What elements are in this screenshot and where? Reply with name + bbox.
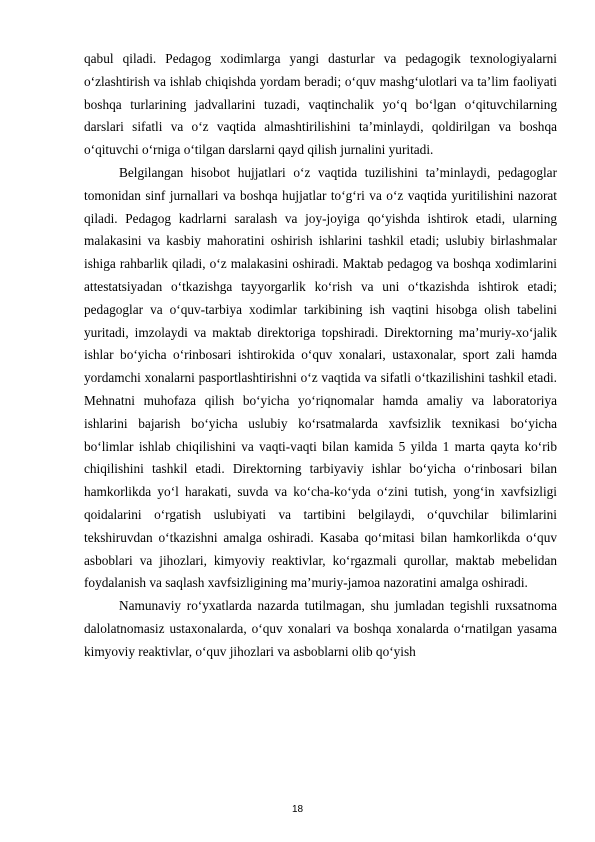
page-number: 18 [291, 804, 304, 815]
paragraph-1: qabul qiladi. Pedagog xodimlarga yangi dasturlar va pedagogik texnologiyalarni o‘zlashtirish va ishlab chiqishda yordam beradi; o‘quv mashg‘ulotlari va ta’lim faoliyati boshqa turlarining jadvallarini tuzadi, vaqtinchalik yo‘q bo‘lgan o‘qituvchilarning darslari sifatli va o‘z vaqtida almashtirilishini ta’minlaydi, qoldirilgan va boshqa o‘qituvchi o‘rniga o‘tilgan darslarni qayd qilish jurnalini yuritadi. [84, 51, 557, 158]
paragraph-3: Namunaviy ro‘yxatlarda nazarda tutilmagan, shu jumladan tegishli ruxsatnoma dalolatnomasiz ustaxonalarda, o‘quv xonalari va boshqa xonalarda o‘rnatilgan yasama kimyoviy reaktivlar, o‘quv jihozlari va asboblarni olib qo‘yish [84, 598, 557, 659]
paragraph-2: Belgilangan hisobot hujjatlari o‘z vaqtida tuzilishini ta’minlaydi, pedagoglar tomonidan sinf jurnallari va boshqa hujjatlar to‘g‘ri va o‘z vaqtida yuritilishini nazorat qiladi. Pedagog kadrlarni saralash va joy-joyiga qo‘yishda ishtirok etadi, ularning malakasini va kasbiy mahoratini oshirish ishlarini tashkil etadi; uslubiy birlashmalar ishiga rahbarlik qiladi, o‘z malakasini oshiradi. Maktab pedagog va boshqa xodimlarini attestatsiyadan o‘tkazishga tayyorgarlik ko‘rish va uni o‘tkazishda ishtirok etadi; pedagoglar va o‘quv-tarbiya xodimlar tarkibining ish vaqtini hisobga olish tabelini yuritadi, imzolaydi va maktab direktoriga topshiradi. Direktorning ma’muriy-xo‘jalik ishlar bo‘yicha o‘rinbosari ishtirokida o‘quv xonalari, ustaxonalar, sport zali hamda yordamchi xonalarni pasportlashtirishni o‘z vaqtida va sifatli o‘tkazilishini tashkil etadi. Mehnatni muhofaza qilish bo‘yicha yo‘riqnomalar hamda amaliy va laboratoriya ishlarini bajarish bo‘yicha uslubiy ko‘rsatmalarda xavfsizlik texnikasi bo‘yicha bo‘limlar ishlab chiqilishini va vaqti-vaqti bilan kamida 5 yilda 1 marta qayta ko‘rib chiqilishini tashkil etadi. Direktorning tarbiyaviy ishlar bo‘yicha o‘rinbosari bilan hamkorlikda yo‘l harakati, suvda va ko‘cha-ko‘yda o‘zini tutish, yong‘in xavfsizligi qoidalarini o‘rgatish uslubiyati va tartibini belgilaydi, o‘quvchilar bilimlarini tekshiruvdan o‘tkazishni amalga oshiradi. Kasaba qo‘mitasi bilan hamkorlikda o‘quv asboblari va jihozlari, kimyoviy reaktivlar, ko‘rgazmali qurollar, maktab mebelidan foydalanish va saqlash xavfsizligining ma’muriy-jamoa nazoratini amalga oshiradi. [84, 164, 557, 591]
document-body [84, 48, 557, 664]
